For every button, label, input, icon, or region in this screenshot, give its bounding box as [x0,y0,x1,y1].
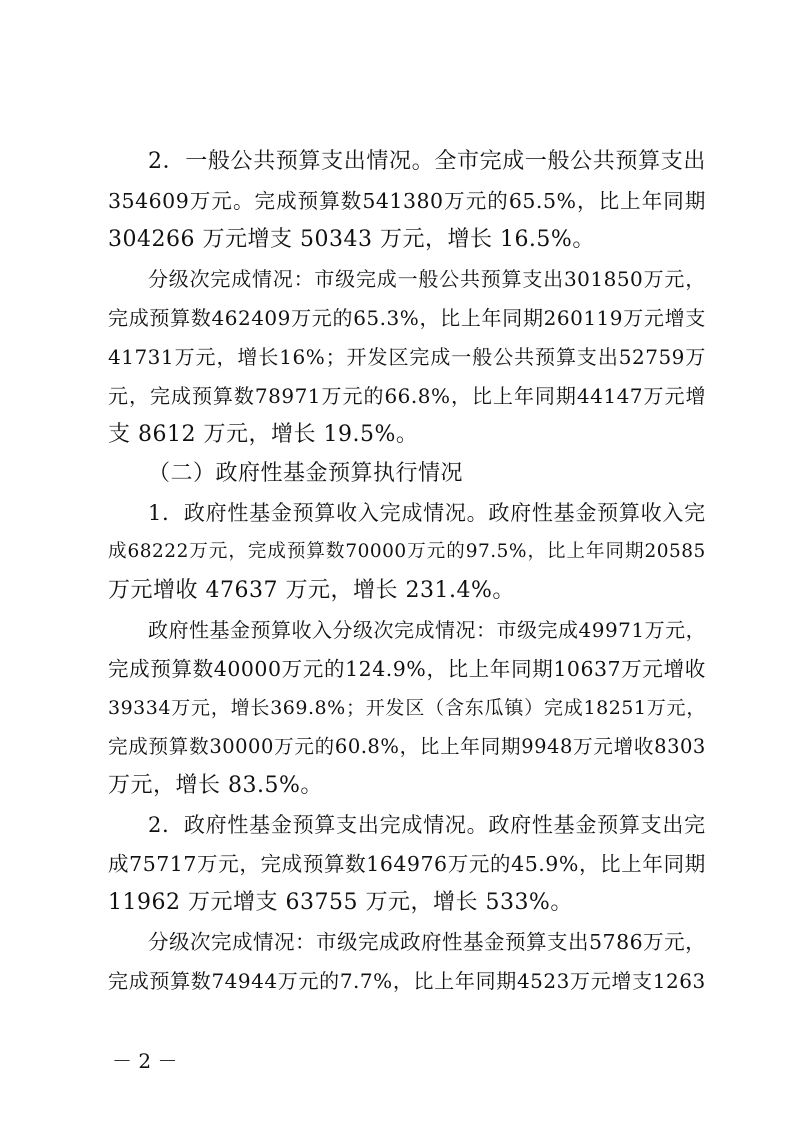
text-line: 万元，增长 83.5%。 [108,773,323,798]
text-line: 分 级 次 完 成 情 况 ： 市 级 完 成 政 府 性 基 金 预 算 支 出 5786 万 元 ， [148,930,707,954]
text-line: 政 府 性 基 金 预 算 收 入 分 级 次 完 成 情 况 ： 市 级 完 成 49971 万 元 ， [148,618,707,642]
text-line: 2 ． 一 般 公 共 预 算 支 出 情 况 。 全 市 完 成 一 般 公 共 预 算 支 出 [148,149,706,174]
text-line: 完 成 预 算 数 40000 万 元 的 124.9% ， 比 上 年 同 期 10637 万 元 增 收 [108,657,706,681]
text-line: 完 成 预 算 数 74944 万 元 的 7.7% ， 比 上 年 同 期 4523 万 元 增 支 1263 [108,969,706,993]
text-line: 39334 万 元 ， 增 长 369.8% ； 开 发 区 （ 含 东 瓜 镇 ） 完 成 18251 万 元 ， [108,697,706,719]
text-line: 304266 万元增支 50343 万元，增长 16.5%。 [108,227,595,252]
page-number: － 2 － [112,1049,178,1073]
text-line: 成 75717 万 元 ， 完 成 预 算 数 164976 万 元 的 45.9% ， 比 上 年 同 期 [108,852,706,876]
text-line: 成 68222 万 元 ， 完 成 预 算 数 70000 万 元 的 97.5% ， 比 上 年 同 期 20585 [108,541,706,562]
text-line: 2 ． 政 府 性 基 金 预 算 支 出 完 成 情 况 。 政 府 性 基 金 预 算 支 出 完 [148,813,706,837]
text-line: 1 ． 政 府 性 基 金 预 算 收 入 完 成 情 况 。 政 府 性 基 金 预 算 收 入 完 [148,501,706,525]
text-line: 分 级 次 完 成 情 况 ： 市 级 完 成 一 般 公 共 预 算 支 出 301850 万 元 ， [148,267,706,291]
text-line: 元 ， 完 成 预 算 数 78971 万 元 的 66.8% ， 比 上 年 同 期 44147 万 元 增 [108,384,706,408]
text-line: 11962 万元增支 63755 万元，增长 533%。 [108,890,573,915]
text-line: 41731 万 元 ， 增 长 16% ； 开 发 区 完 成 一 般 公 共 预 算 支 出 52759 万 [108,345,706,369]
text-line: 完 成 预 算 数 462409 万 元 的 65.3% ， 比 上 年 同 期 260119 万 元 增 支 [108,306,706,330]
text-line: 万元增收 47637 万元，增长 231.4%。 [108,578,515,603]
text-line: 支 8612 万元，增长 19.5%。 [108,422,419,447]
text-line: 354609 万 元 。 完 成 预 算 数 541380 万 元 的 65.5% ， 比 上 年 同 期 [108,189,706,213]
text-line: 完 成 预 算 数 30000 万 元 的 60.8% ， 比 上 年 同 期 9948 万 元 增 收 8303 [108,735,706,758]
section-heading: （二）政府性基金预算执行情况 [148,461,464,486]
